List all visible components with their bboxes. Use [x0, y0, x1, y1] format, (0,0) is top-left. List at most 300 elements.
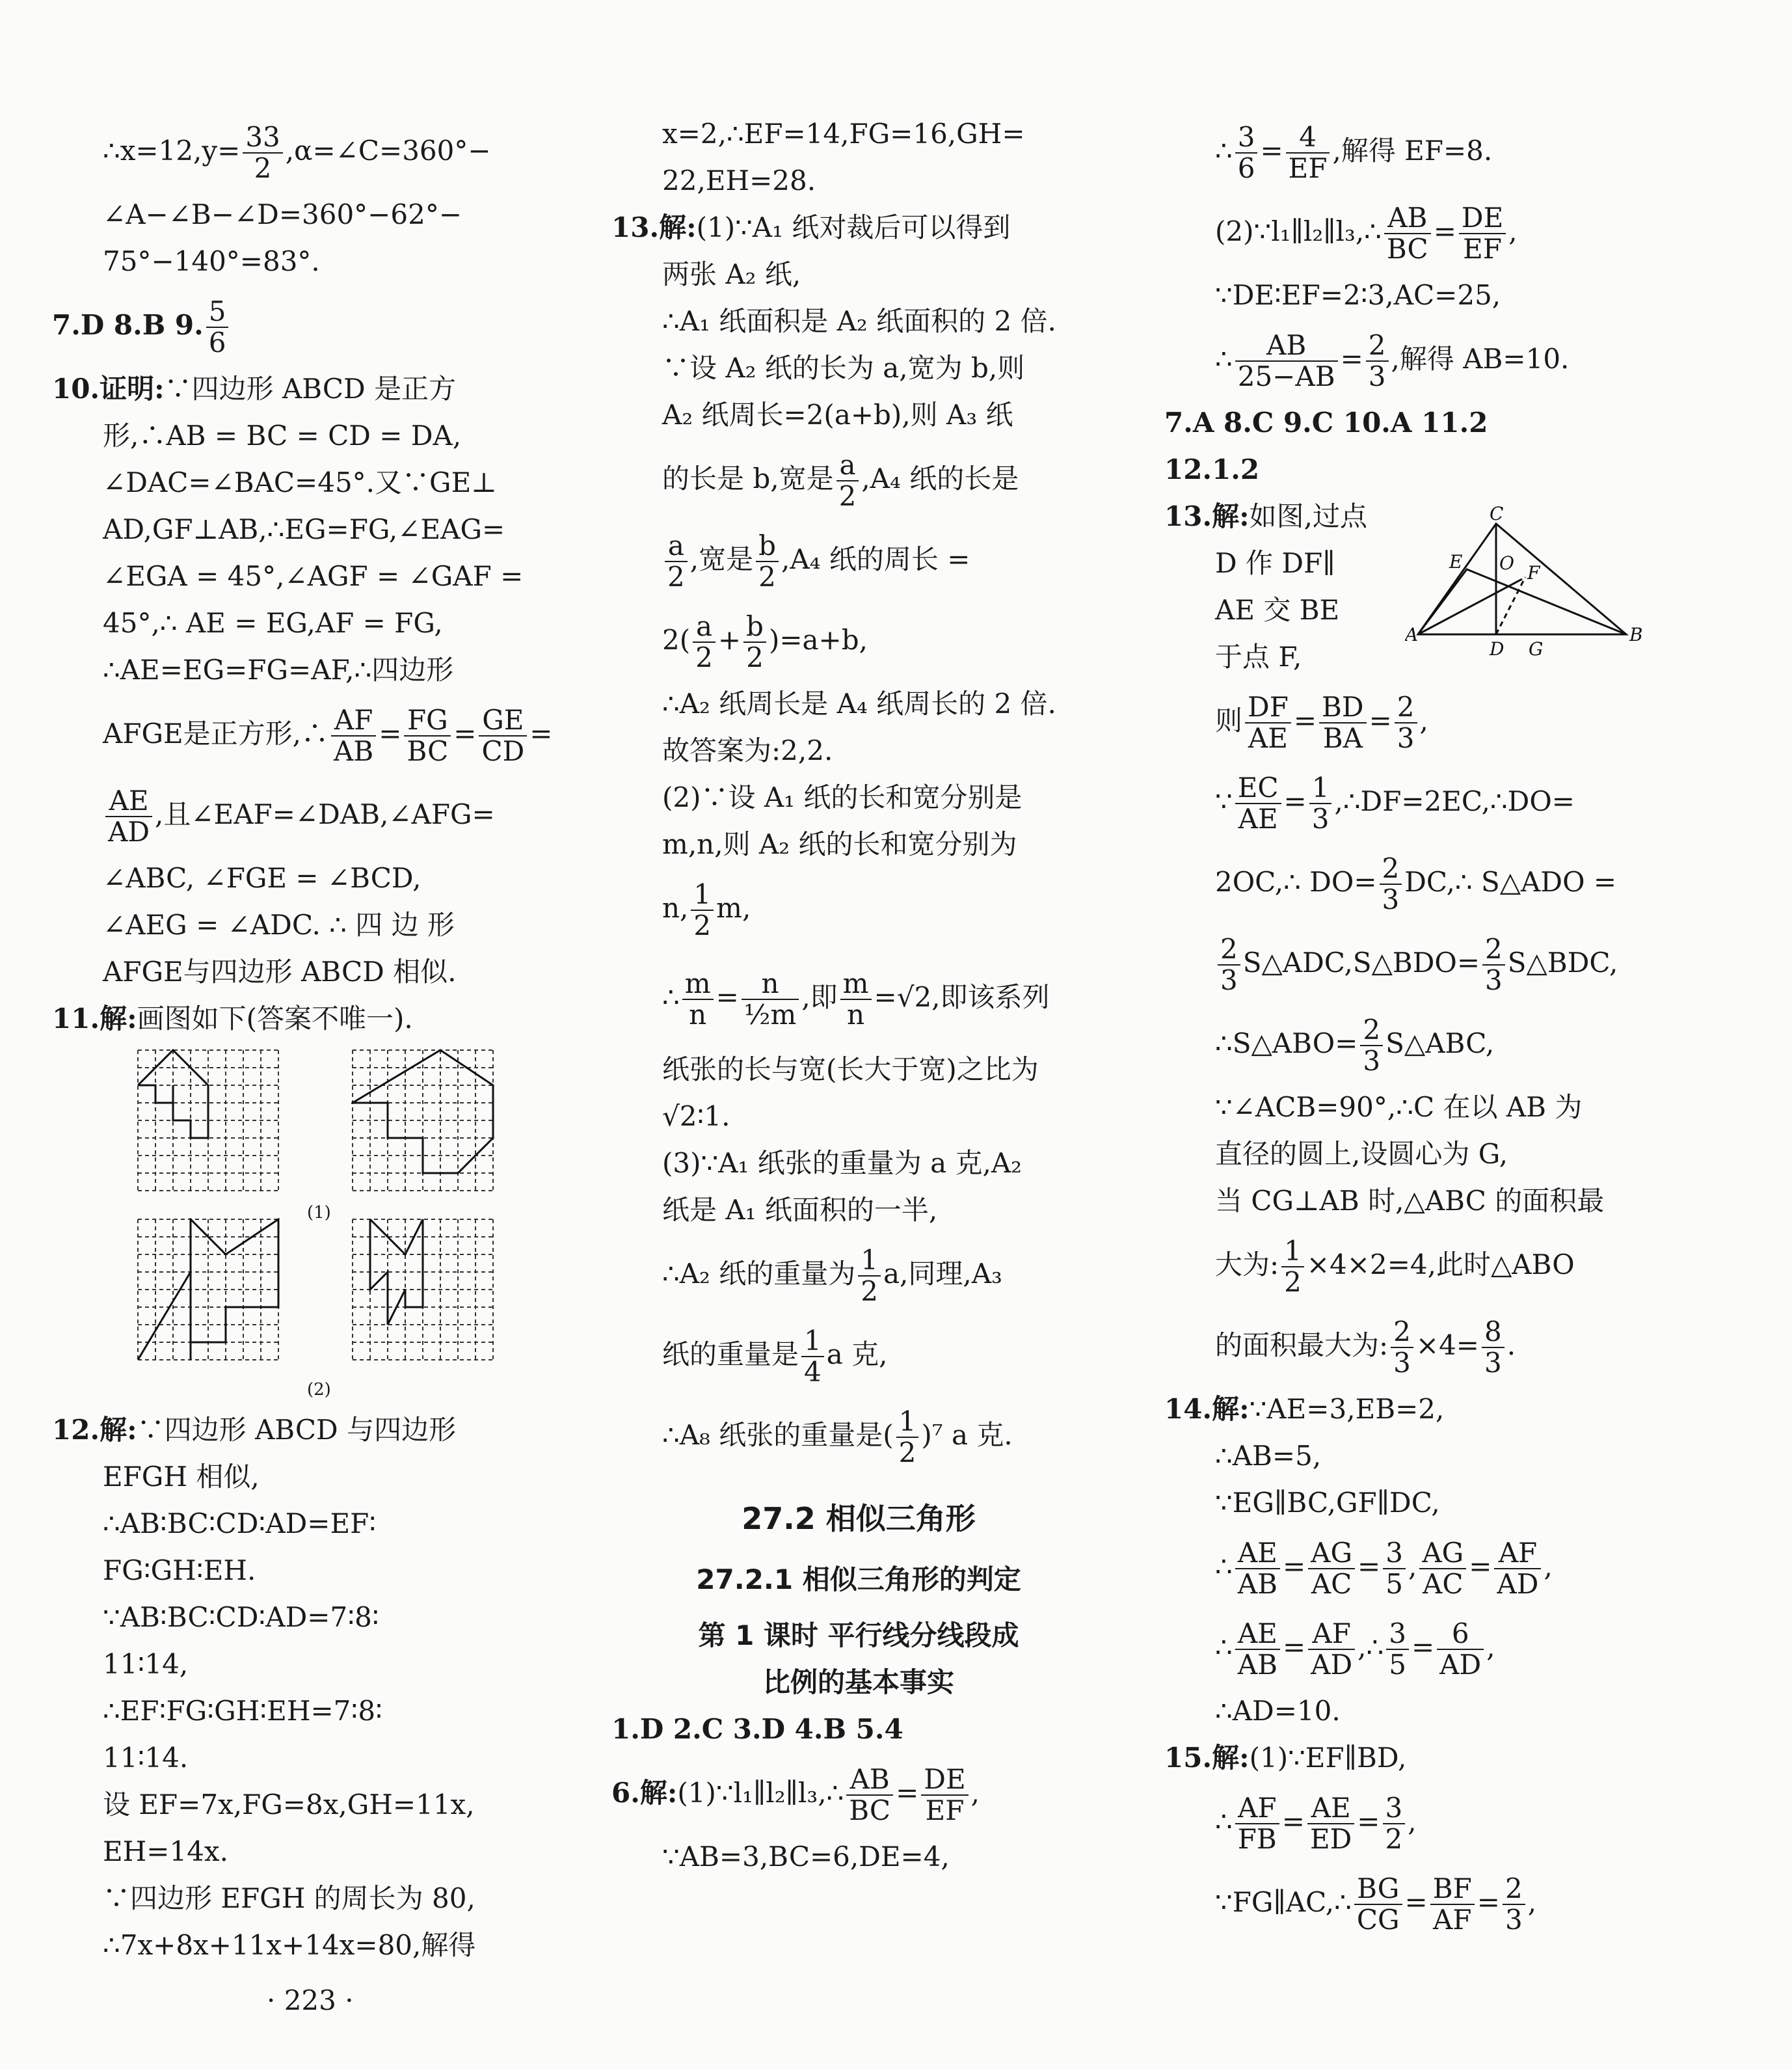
- line: [52, 949, 553, 995]
- label-d: D: [1490, 638, 1504, 660]
- numerator: 4: [1286, 122, 1330, 154]
- denominator: 2: [695, 642, 713, 673]
- line: [1164, 923, 1698, 1003]
- fraction: [1235, 1619, 1280, 1680]
- numerator: a: [665, 531, 688, 562]
- fraction: [1245, 692, 1291, 753]
- text: √2∶1.: [662, 1100, 730, 1132]
- denominator: 3: [1311, 803, 1330, 835]
- text: 形,∴AB = BC = CD = DA,: [103, 420, 462, 452]
- answers-1-5: [611, 1706, 1106, 1753]
- text: 的面积最大为:: [1215, 1329, 1389, 1361]
- text: 11∶14,: [103, 1648, 189, 1680]
- label-e: E: [1449, 551, 1463, 573]
- text: ∵: [1215, 785, 1233, 817]
- label-o: O: [1499, 552, 1514, 574]
- solution-heading: 解:: [639, 1777, 678, 1809]
- numerator: 2: [1391, 1317, 1413, 1348]
- answers-7-11: [1164, 399, 1698, 446]
- text: (2)∵设 A₁ 纸的长和宽分别是: [662, 781, 1023, 813]
- denominator: AD: [1497, 1568, 1539, 1600]
- denominator: AD: [108, 816, 150, 848]
- denominator: EF: [1463, 233, 1502, 265]
- text: 7.A 8.C 9.C 10.A 11.2: [1164, 407, 1488, 439]
- text: 2(: [662, 624, 691, 656]
- text: ∴A₂ 纸的重量为: [662, 1258, 856, 1290]
- numerator: 3: [1235, 122, 1258, 154]
- fraction: [1494, 1538, 1541, 1599]
- denominator: AE: [1238, 803, 1278, 835]
- fraction: [840, 969, 872, 1030]
- line: [611, 345, 1106, 392]
- text: a 克,: [826, 1338, 888, 1370]
- line: [1164, 1003, 1698, 1084]
- line: [611, 727, 1106, 774]
- text: ∴S△ABO=: [1215, 1027, 1358, 1059]
- text: ∴: [1215, 1550, 1233, 1582]
- text: ,: [1486, 1631, 1495, 1663]
- numerator: 3: [1383, 1538, 1406, 1569]
- denominator: 3: [1368, 360, 1386, 392]
- numerator: 2: [1218, 934, 1240, 966]
- denominator: AE: [1248, 722, 1288, 754]
- text: ×4=: [1415, 1329, 1479, 1361]
- numerator: 1: [896, 1407, 919, 1438]
- fraction: [756, 531, 779, 592]
- denominator: BC: [849, 1794, 891, 1826]
- line: [52, 1594, 553, 1641]
- text: (3)∵A₁ 纸张的重量为 a 克,A₂: [662, 1147, 1022, 1179]
- fraction: [1383, 1538, 1406, 1599]
- question-number: 13.: [611, 211, 660, 243]
- line: [52, 506, 553, 553]
- text: ∴x=12,y=: [103, 135, 241, 167]
- numerator: 2: [1482, 934, 1505, 966]
- line: [611, 1314, 1106, 1395]
- line: [52, 238, 553, 285]
- line: [52, 111, 553, 191]
- text: ,且∠EAF=∠DAB,∠AFG=: [155, 798, 495, 830]
- solution-heading: 证明:: [100, 373, 165, 405]
- denominator: 3: [1397, 722, 1415, 754]
- denominator: 6: [1237, 152, 1255, 184]
- line: [611, 1140, 1106, 1187]
- numerator: 3: [1386, 1619, 1409, 1650]
- text: ∠ABC, ∠FGE = ∠BCD,: [103, 862, 421, 894]
- text: ,: [1419, 705, 1428, 737]
- text: ,∴: [1357, 1631, 1384, 1663]
- text: S△BDC,: [1507, 947, 1618, 979]
- fraction: [846, 1765, 893, 1826]
- denominator: 2: [254, 152, 272, 184]
- fraction: [1459, 203, 1506, 264]
- text: 纸张的长与宽(长大于宽)之比为: [662, 1053, 1039, 1085]
- fraction: [404, 705, 451, 766]
- text: 的长是 b,宽是: [662, 463, 834, 494]
- denominator: 5: [1389, 1649, 1406, 1681]
- question-number: 12.: [52, 1414, 100, 1446]
- grid-figure-1a: [137, 1049, 280, 1192]
- figure-label: (1): [307, 1203, 331, 1223]
- numerator: 2: [1366, 331, 1389, 362]
- solution-heading: 解:: [1212, 1393, 1250, 1425]
- grid-figure-1b: [351, 1049, 494, 1192]
- text: 两张 A₂ 纸,: [662, 258, 801, 290]
- text: ∠AEG = ∠ADC. ∴ 四 边 形: [103, 909, 455, 941]
- text: ∠A−∠B−∠D=360°−62°−: [103, 198, 462, 230]
- numerator: AE: [1307, 1793, 1354, 1824]
- text: ,α=∠C=360°−: [285, 135, 491, 167]
- numerator: 2: [1380, 854, 1402, 885]
- numerator: 2: [1395, 692, 1417, 723]
- denominator: 3: [1220, 964, 1238, 996]
- text: .: [1506, 1329, 1516, 1361]
- line: [52, 553, 553, 600]
- line: [52, 459, 553, 506]
- denominator: 3: [1484, 1347, 1502, 1379]
- line: [52, 1500, 553, 1547]
- text: D 作 DF∥: [1215, 547, 1335, 579]
- text: ∴AB=5,: [1215, 1440, 1322, 1472]
- line: [1164, 1688, 1698, 1735]
- fraction: [1430, 1874, 1475, 1935]
- fraction: [1308, 1619, 1355, 1680]
- text: ∠EGA = 45°,∠AGF = ∠GAF =: [103, 560, 524, 592]
- line: ∴ $\frac{AF}{FB}$ = $\frac{AE}{ED}$ = $\frac{3}{2}$ ,: [1215, 1792, 1417, 1855]
- text: ∵∠ACB=90°,∴C 在以 AB 为: [1215, 1091, 1583, 1123]
- text: ,解得 AB=10.: [1391, 343, 1570, 375]
- numerator: AF: [1235, 1793, 1279, 1824]
- fraction: [691, 880, 714, 941]
- text: ∵DE∶EF=2∶3,AC=25,: [1215, 279, 1501, 311]
- line: ∵ $\frac{EC}{AE}$ = $\frac{1}{3}$ ,∴DF=2EC,∴DO=: [1215, 772, 1575, 835]
- line: [1164, 1433, 1698, 1480]
- line: [611, 1234, 1106, 1314]
- line: [611, 298, 1106, 345]
- fraction: [1503, 1874, 1525, 1935]
- fraction: [1281, 1236, 1304, 1297]
- denominator: 2: [758, 561, 776, 593]
- denominator: 3: [1382, 884, 1400, 915]
- label-f: F: [1527, 562, 1540, 584]
- text: =√2,即该系列: [874, 981, 1050, 1013]
- fraction: [1482, 1317, 1504, 1378]
- numerator: m: [840, 969, 872, 1000]
- line: [52, 191, 553, 238]
- equals: =: [529, 718, 553, 750]
- text: ,: [1544, 1550, 1553, 1582]
- line: [52, 855, 553, 902]
- text: ∴7x+8x+11x+14x=80,解得: [103, 1929, 476, 1961]
- denominator: 2: [693, 910, 712, 941]
- numerator: AF: [1494, 1538, 1541, 1569]
- fraction: [1235, 773, 1281, 834]
- numerator: AE: [1235, 1538, 1280, 1569]
- column-right: [1164, 111, 1698, 1943]
- line: [611, 251, 1106, 298]
- column-left: [52, 111, 553, 1969]
- line: [611, 1046, 1106, 1093]
- denominator: BC: [407, 735, 449, 767]
- line: [611, 439, 1106, 519]
- text: 故答案为:2,2.: [662, 735, 833, 766]
- answer-12: [1164, 446, 1698, 493]
- text: ∴: [1215, 343, 1233, 375]
- numerator: AE: [1235, 1619, 1280, 1650]
- text: ∵AE=3,EB=2,: [1249, 1393, 1445, 1425]
- denominator: AB: [1237, 1649, 1277, 1681]
- line: [611, 600, 1106, 681]
- question-number: 6.: [611, 1777, 640, 1809]
- line: [611, 111, 1106, 157]
- text: FG∶GH∶EH.: [103, 1554, 256, 1586]
- fraction: [836, 450, 859, 511]
- fraction: [1309, 773, 1332, 834]
- line: [1164, 1084, 1698, 1131]
- text: ∴AB∶BC∶CD∶AD=EF∶: [103, 1508, 377, 1539]
- fraction: [801, 1326, 824, 1387]
- numerator: DE: [1459, 203, 1506, 234]
- fraction: [331, 705, 376, 766]
- denominator: AF: [1433, 1904, 1472, 1936]
- denominator: 2: [667, 561, 685, 593]
- triangle-figure: [1405, 504, 1665, 660]
- text: AE 交 BE: [1215, 594, 1340, 626]
- numerator: b: [756, 531, 779, 562]
- text: AFGE与四边形 ABCD 相似.: [103, 956, 457, 988]
- fraction: [1419, 1538, 1466, 1599]
- numerator: b: [743, 612, 766, 643]
- numerator: AE: [105, 786, 152, 817]
- text: ∵设 A₂ 纸的长为 a,宽为 b,则: [662, 352, 1025, 384]
- text: m,n,则 A₂ 纸的长和宽分别为: [662, 828, 1017, 860]
- fraction: [243, 122, 282, 183]
- fraction: [1235, 1793, 1279, 1854]
- line: [52, 647, 553, 694]
- text: 11∶14.: [103, 1742, 189, 1774]
- numerator: 8: [1482, 1317, 1504, 1348]
- text: ,A₄ 纸的长是: [861, 463, 1019, 494]
- equals: =: [715, 981, 739, 1013]
- text: ∴: [1215, 1631, 1233, 1663]
- q13-line: [611, 204, 1106, 251]
- fraction: [1391, 1317, 1413, 1378]
- line: ∴ $\frac{AE}{AB}$ = $\frac{AG}{AC}$ = $\frac{3}{5}$ , $\frac{AG}{AC}$ = $\frac{AF}{AD}$ ,: [1215, 1537, 1553, 1600]
- text: S△ADC,S△BDO=: [1242, 947, 1480, 979]
- q11-line: [52, 995, 553, 1042]
- line: [52, 774, 553, 855]
- text: 直径的圆上,设圆心为 G,: [1215, 1138, 1508, 1170]
- text: ×4×2=4,此时△ABO: [1306, 1249, 1575, 1280]
- text: ∵AB∶BC∶CD∶AD=7∶8∶: [103, 1601, 379, 1633]
- line: ∴ $\frac{AB}{25-AB}$ = $\frac{2}{3}$ ,解得 AB=10.: [1215, 329, 1570, 392]
- numerator: AB: [1235, 331, 1338, 362]
- denominator: 2: [861, 1275, 878, 1307]
- figure-label: (2): [307, 1380, 331, 1400]
- fraction: [1380, 854, 1402, 915]
- grid-figure-2a: [137, 1218, 280, 1361]
- text: ∴A₈ 纸张的重量是(: [662, 1419, 894, 1451]
- line: 则 $\frac{DF}{AE}$ = $\frac{BD}{BA}$ = $\frac{2}{3}$ ,: [1215, 691, 1428, 754]
- denominator: 2: [1284, 1266, 1302, 1298]
- line: [1164, 842, 1698, 923]
- text: 大为:: [1215, 1249, 1279, 1280]
- line: [611, 1093, 1106, 1140]
- text: 7.D 8.B 9.: [52, 309, 204, 341]
- label-b: B: [1629, 624, 1643, 645]
- numerator: AB: [846, 1765, 893, 1796]
- fraction: [665, 531, 688, 592]
- text: ∵EG∥BC,GF∥DC,: [1215, 1487, 1440, 1519]
- q14-line: [1164, 1386, 1698, 1433]
- numerator: 6: [1437, 1619, 1484, 1650]
- line: [611, 949, 1106, 1046]
- fraction: [105, 786, 152, 847]
- denominator: AB: [1237, 1568, 1277, 1600]
- text: ∴: [1215, 135, 1233, 167]
- denominator: 2: [1385, 1823, 1403, 1855]
- text: (1)∵A₁ 纸对裁后可以得到: [696, 211, 1011, 243]
- page-number: · 223 ·: [267, 1984, 354, 2016]
- numerator: a: [693, 612, 715, 643]
- line: [1164, 1178, 1698, 1224]
- text: ∵四边形 EFGH 的周长为 80,: [103, 1882, 475, 1914]
- line: [52, 1922, 553, 1969]
- numerator: EC: [1235, 773, 1281, 804]
- line: [611, 392, 1106, 439]
- label-a: A: [1405, 624, 1419, 645]
- equals: =: [896, 1777, 919, 1809]
- denominator: 2: [898, 1437, 916, 1468]
- text: )=a+b,: [768, 624, 868, 656]
- denominator: n: [847, 999, 865, 1031]
- question-number: 10.: [52, 373, 100, 405]
- text: (1)∵l₁∥l₂∥l₃,∴: [677, 1777, 844, 1809]
- fraction: [742, 969, 799, 1030]
- question-number: 13.: [1164, 500, 1212, 532]
- text: S△ABC,: [1385, 1027, 1495, 1059]
- numerator: DE: [921, 1765, 968, 1796]
- text: ,∴DF=2EC,∴DO=: [1334, 785, 1575, 817]
- text: ,宽是: [689, 543, 754, 575]
- numerator: AF: [1308, 1619, 1355, 1650]
- line: [611, 519, 1106, 600]
- numerator: AF: [331, 705, 376, 737]
- text: 45°,∴ AE = EG,AF = FG,: [103, 607, 443, 639]
- column-middle: [611, 111, 1106, 1880]
- line: [52, 1875, 553, 1922]
- numerator: 1: [801, 1326, 824, 1357]
- text: n,: [662, 892, 689, 924]
- fraction: [206, 297, 229, 358]
- solution-heading: 解:: [1212, 500, 1250, 532]
- numerator: 1: [858, 1245, 881, 1277]
- denominator: 2: [746, 642, 764, 673]
- text: ∵AB=3,BC=6,DE=4,: [662, 1841, 950, 1873]
- numerator: FG: [404, 705, 451, 737]
- line: [52, 1781, 553, 1828]
- answers-7-9: [52, 285, 553, 366]
- line: [52, 1641, 553, 1688]
- fraction: [1383, 1793, 1406, 1854]
- denominator: AC: [1423, 1568, 1464, 1600]
- numerator: 3: [1383, 1793, 1406, 1824]
- equals: =: [453, 718, 477, 750]
- numerator: m: [682, 969, 714, 1000]
- fraction: [1319, 692, 1367, 753]
- line: [1164, 1131, 1698, 1178]
- label-g: G: [1529, 638, 1544, 660]
- numerator: 1: [1309, 773, 1332, 804]
- fraction: [1437, 1619, 1484, 1680]
- fraction: [1366, 331, 1389, 392]
- line: ∵FG∥AC,∴ $\frac{BG}{CG}$ = $\frac{BF}{AF}$ = $\frac{2}{3}$ ,: [1215, 1873, 1537, 1936]
- q15-line: [1164, 1735, 1698, 1781]
- numerator: AG: [1308, 1538, 1355, 1569]
- text: ∠DAC=∠BAC=45°.又∵GE⊥: [103, 467, 497, 498]
- text: ∴AE=EG=FG=AF,∴四边形: [103, 654, 454, 686]
- numerator: 2: [1360, 1015, 1383, 1046]
- text: ,: [1508, 215, 1518, 247]
- denominator: 6: [208, 327, 226, 358]
- q12-line: [52, 1407, 553, 1454]
- numerator: a: [836, 450, 859, 481]
- denominator: 3: [1393, 1347, 1411, 1379]
- denominator: AC: [1311, 1568, 1352, 1600]
- line: ∴ $\frac{3}{6}$ = $\frac{4}{EF}$ ,解得 EF=8.: [1215, 121, 1493, 184]
- numerator: 1: [1281, 1236, 1304, 1267]
- numerator: n: [742, 969, 799, 1000]
- numerator: 33: [243, 122, 282, 154]
- denominator: 5: [1385, 1568, 1403, 1600]
- fraction: [896, 1407, 919, 1468]
- line: [611, 1833, 1106, 1880]
- line: [1164, 1224, 1698, 1305]
- solution-heading: 解:: [100, 1414, 137, 1446]
- line: [611, 821, 1106, 868]
- fraction: [1307, 1793, 1354, 1854]
- text: ,A₄ 纸的周长 =: [781, 543, 970, 575]
- fraction: [1235, 122, 1258, 183]
- line: ∴ $\frac{AE}{AB}$ = $\frac{AF}{AD}$ ,∴ $\frac{3}{5}$ = $\frac{6}{AD}$ ,: [1215, 1617, 1495, 1681]
- fraction: [1286, 122, 1330, 183]
- fraction: [743, 612, 766, 673]
- numerator: DF: [1245, 692, 1291, 723]
- numerator: GE: [479, 705, 527, 737]
- denominator: EF: [1288, 152, 1328, 184]
- text: ∴A₁ 纸面积是 A₂ 纸面积的 2 倍.: [662, 305, 1056, 337]
- line: [611, 1187, 1106, 1234]
- text: 22,EH=28.: [662, 165, 816, 196]
- line: [52, 600, 553, 647]
- fraction: [1218, 934, 1240, 995]
- fraction: [1354, 1874, 1402, 1935]
- text: 纸是 A₁ 纸面积的一半,: [662, 1194, 938, 1226]
- fraction: [479, 705, 527, 766]
- fraction: [1482, 934, 1505, 995]
- line: [52, 902, 553, 949]
- text: a,同理,A₃: [883, 1258, 1002, 1290]
- numerator: AG: [1419, 1538, 1466, 1569]
- text: ,: [1408, 1805, 1417, 1837]
- denominator: 3: [1504, 1904, 1523, 1936]
- text: ,即: [801, 981, 838, 1013]
- text: ∴AD=10.: [1215, 1695, 1341, 1727]
- denominator: 3: [1485, 964, 1503, 996]
- lesson-title-line1: 第 1 课时 平行线分线段成: [698, 1619, 1019, 1651]
- line: [1164, 1480, 1698, 1526]
- text: ,解得 EF=8.: [1332, 135, 1493, 167]
